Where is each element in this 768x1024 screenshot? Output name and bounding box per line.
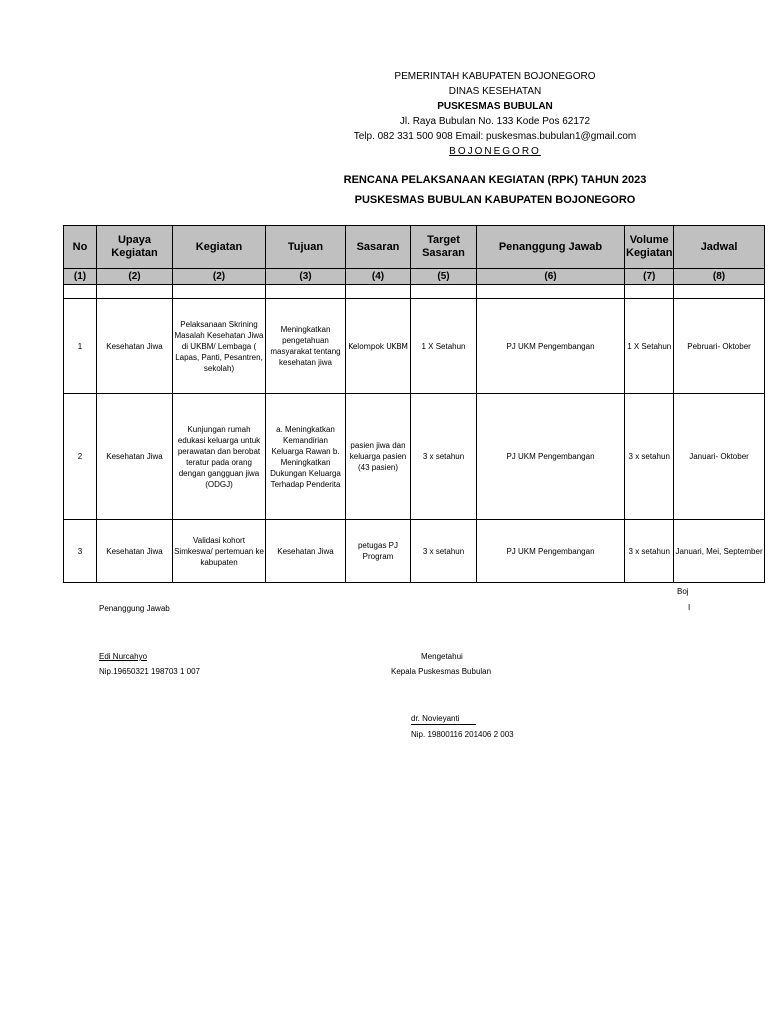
cell-target: 3 x setahun: [411, 520, 477, 583]
colnum-8: (7): [625, 269, 674, 285]
penanggung-jawab-name: Edi Nurcahyo: [99, 652, 148, 661]
kepala-name: [411, 713, 476, 725]
colnum-7: (6): [477, 269, 625, 285]
column-number-row: [64, 269, 765, 285]
mengetahui-label: Mengetahui: [421, 652, 463, 661]
cell-volume: 3 x setahun: [625, 520, 674, 583]
cell-target: 3 x setahun: [411, 394, 477, 520]
header-volume: Volume Kegiatan: [625, 226, 674, 269]
document-subtitle: PUSKESMAS BUBULAN KABUPATEN BOJONEGORO: [354, 194, 636, 206]
cell-sasaran: pasien jiwa dan keluarga pasien (43 pasien): [346, 394, 411, 520]
cell-no: 1: [64, 299, 97, 394]
penanggung-jawab-nip: Nip.19650321 198703 1 007: [99, 667, 200, 676]
penanggung-jawab-label: Penanggung Jawab: [99, 604, 170, 613]
cell-upaya: Kesehatan Jiwa: [97, 299, 173, 394]
letterhead-government: PEMERINTAH KABUPATEN BOJONEGORO: [394, 71, 596, 82]
header-target: Target Sasaran: [411, 226, 477, 269]
spacer-cell: [674, 285, 764, 299]
cell-volume: 3 x setahun: [625, 394, 674, 520]
colnum-2: (2): [97, 269, 173, 285]
header-upaya: Upaya Kegiatan: [97, 226, 173, 269]
header-penanggung: Penanggung Jawab: [477, 226, 625, 269]
letterhead-agency: DINAS KESEHATAN: [448, 86, 542, 97]
cell-no: 3: [64, 520, 97, 583]
colnum-6: (5): [411, 269, 477, 285]
cell-tujuan: a. Meningkatkan Kemandirian Keluarga Rawan b. Meningkatkan Dukungan Keluarga Terhadap Penderita: [266, 394, 346, 520]
document-title: RENCANA PELAKSANAAN KEGIATAN (RPK) TAHUN 2023: [343, 174, 647, 186]
cell-sasaran: petugas PJ Program: [346, 520, 411, 583]
cell-penanggung: PJ UKM Pengembangan: [477, 299, 625, 394]
cell-jadwal: Pebruari- Oktober: [674, 299, 764, 394]
header-kegiatan: Kegiatan: [173, 226, 266, 269]
colnum-1: (1): [64, 269, 97, 285]
cell-sasaran: Kelompok UKBM: [346, 299, 411, 394]
spacer-cell: [266, 285, 346, 299]
colnum-5: (4): [346, 269, 411, 285]
kepala-puskesmas-label: Kepala Puskesmas Bubulan: [391, 667, 492, 676]
header-no: No: [64, 226, 97, 269]
cell-tujuan: Meningkatkan pengetahuan masyarakat tentang kesehatan jiwa: [266, 299, 346, 394]
cell-jadwal: Januari- Oktober: [674, 394, 764, 520]
colnum-3: (2): [173, 269, 266, 285]
header-tujuan: Tujuan: [266, 226, 346, 269]
colnum-4: (3): [266, 269, 346, 285]
table-row: [64, 299, 765, 394]
spacer-row: [64, 285, 765, 299]
spacer-cell: [173, 285, 266, 299]
spacer-cell: [64, 285, 97, 299]
cell-jadwal: Januari, Mei, September: [674, 520, 764, 583]
cell-no: 2: [64, 394, 97, 520]
colnum-9: (8): [674, 269, 764, 285]
cell-kegiatan: Kunjungan rumah edukasi keluarga untuk perawatan dan berobat teratur pada orang dengan gangguan jiwa (ODGJ): [173, 394, 266, 520]
cell-kegiatan: Pelaksanaan Skrining Masalah Kesehatan Jiwa di UKBM/ Lembaga ( Lapas, Panti, Pesantren, sekolah): [173, 299, 266, 394]
header-sasaran: Sasaran: [346, 226, 411, 269]
header-jadwal: Jadwal: [674, 226, 764, 269]
letterhead-contact: Telp. 082 331 500 908 Email: puskesmas.bubulan1@gmail.com: [353, 131, 637, 142]
spacer-cell: [411, 285, 477, 299]
spacer-cell: [625, 285, 674, 299]
spacer-cell: [477, 285, 625, 299]
signature-date-cut: I: [688, 603, 691, 612]
cell-penanggung: PJ UKM Pengembangan: [477, 394, 625, 520]
rpk-table: [63, 225, 765, 583]
letterhead: [240, 69, 750, 159]
signature-place-cut: Boj: [677, 587, 689, 596]
kepala-name-text: dr. Novieyanti: [411, 714, 476, 725]
spacer-cell: [346, 285, 411, 299]
cell-upaya: Kesehatan Jiwa: [97, 394, 173, 520]
letterhead-puskesmas: PUSKESMAS BUBULAN: [437, 101, 553, 112]
cell-tujuan: Kesehatan Jiwa: [266, 520, 346, 583]
letterhead-address: Jl. Raya Bubulan No. 133 Kode Pos 62172: [399, 116, 591, 127]
table-row: [64, 394, 765, 520]
cell-volume: 1 X Setahun: [625, 299, 674, 394]
cell-kegiatan: Validasi kohort Simkeswa/ pertemuan ke kabupaten: [173, 520, 266, 583]
cell-target: 1 X Setahun: [411, 299, 477, 394]
cell-penanggung: PJ UKM Pengembangan: [477, 520, 625, 583]
spacer-cell: [97, 285, 173, 299]
cell-upaya: Kesehatan Jiwa: [97, 520, 173, 583]
table-row: [64, 520, 765, 583]
kepala-nip: Nip. 19800116 201406 2 003: [411, 730, 514, 739]
letterhead-city: BOJONEGORO: [449, 146, 541, 157]
table-header-row: [64, 226, 765, 269]
